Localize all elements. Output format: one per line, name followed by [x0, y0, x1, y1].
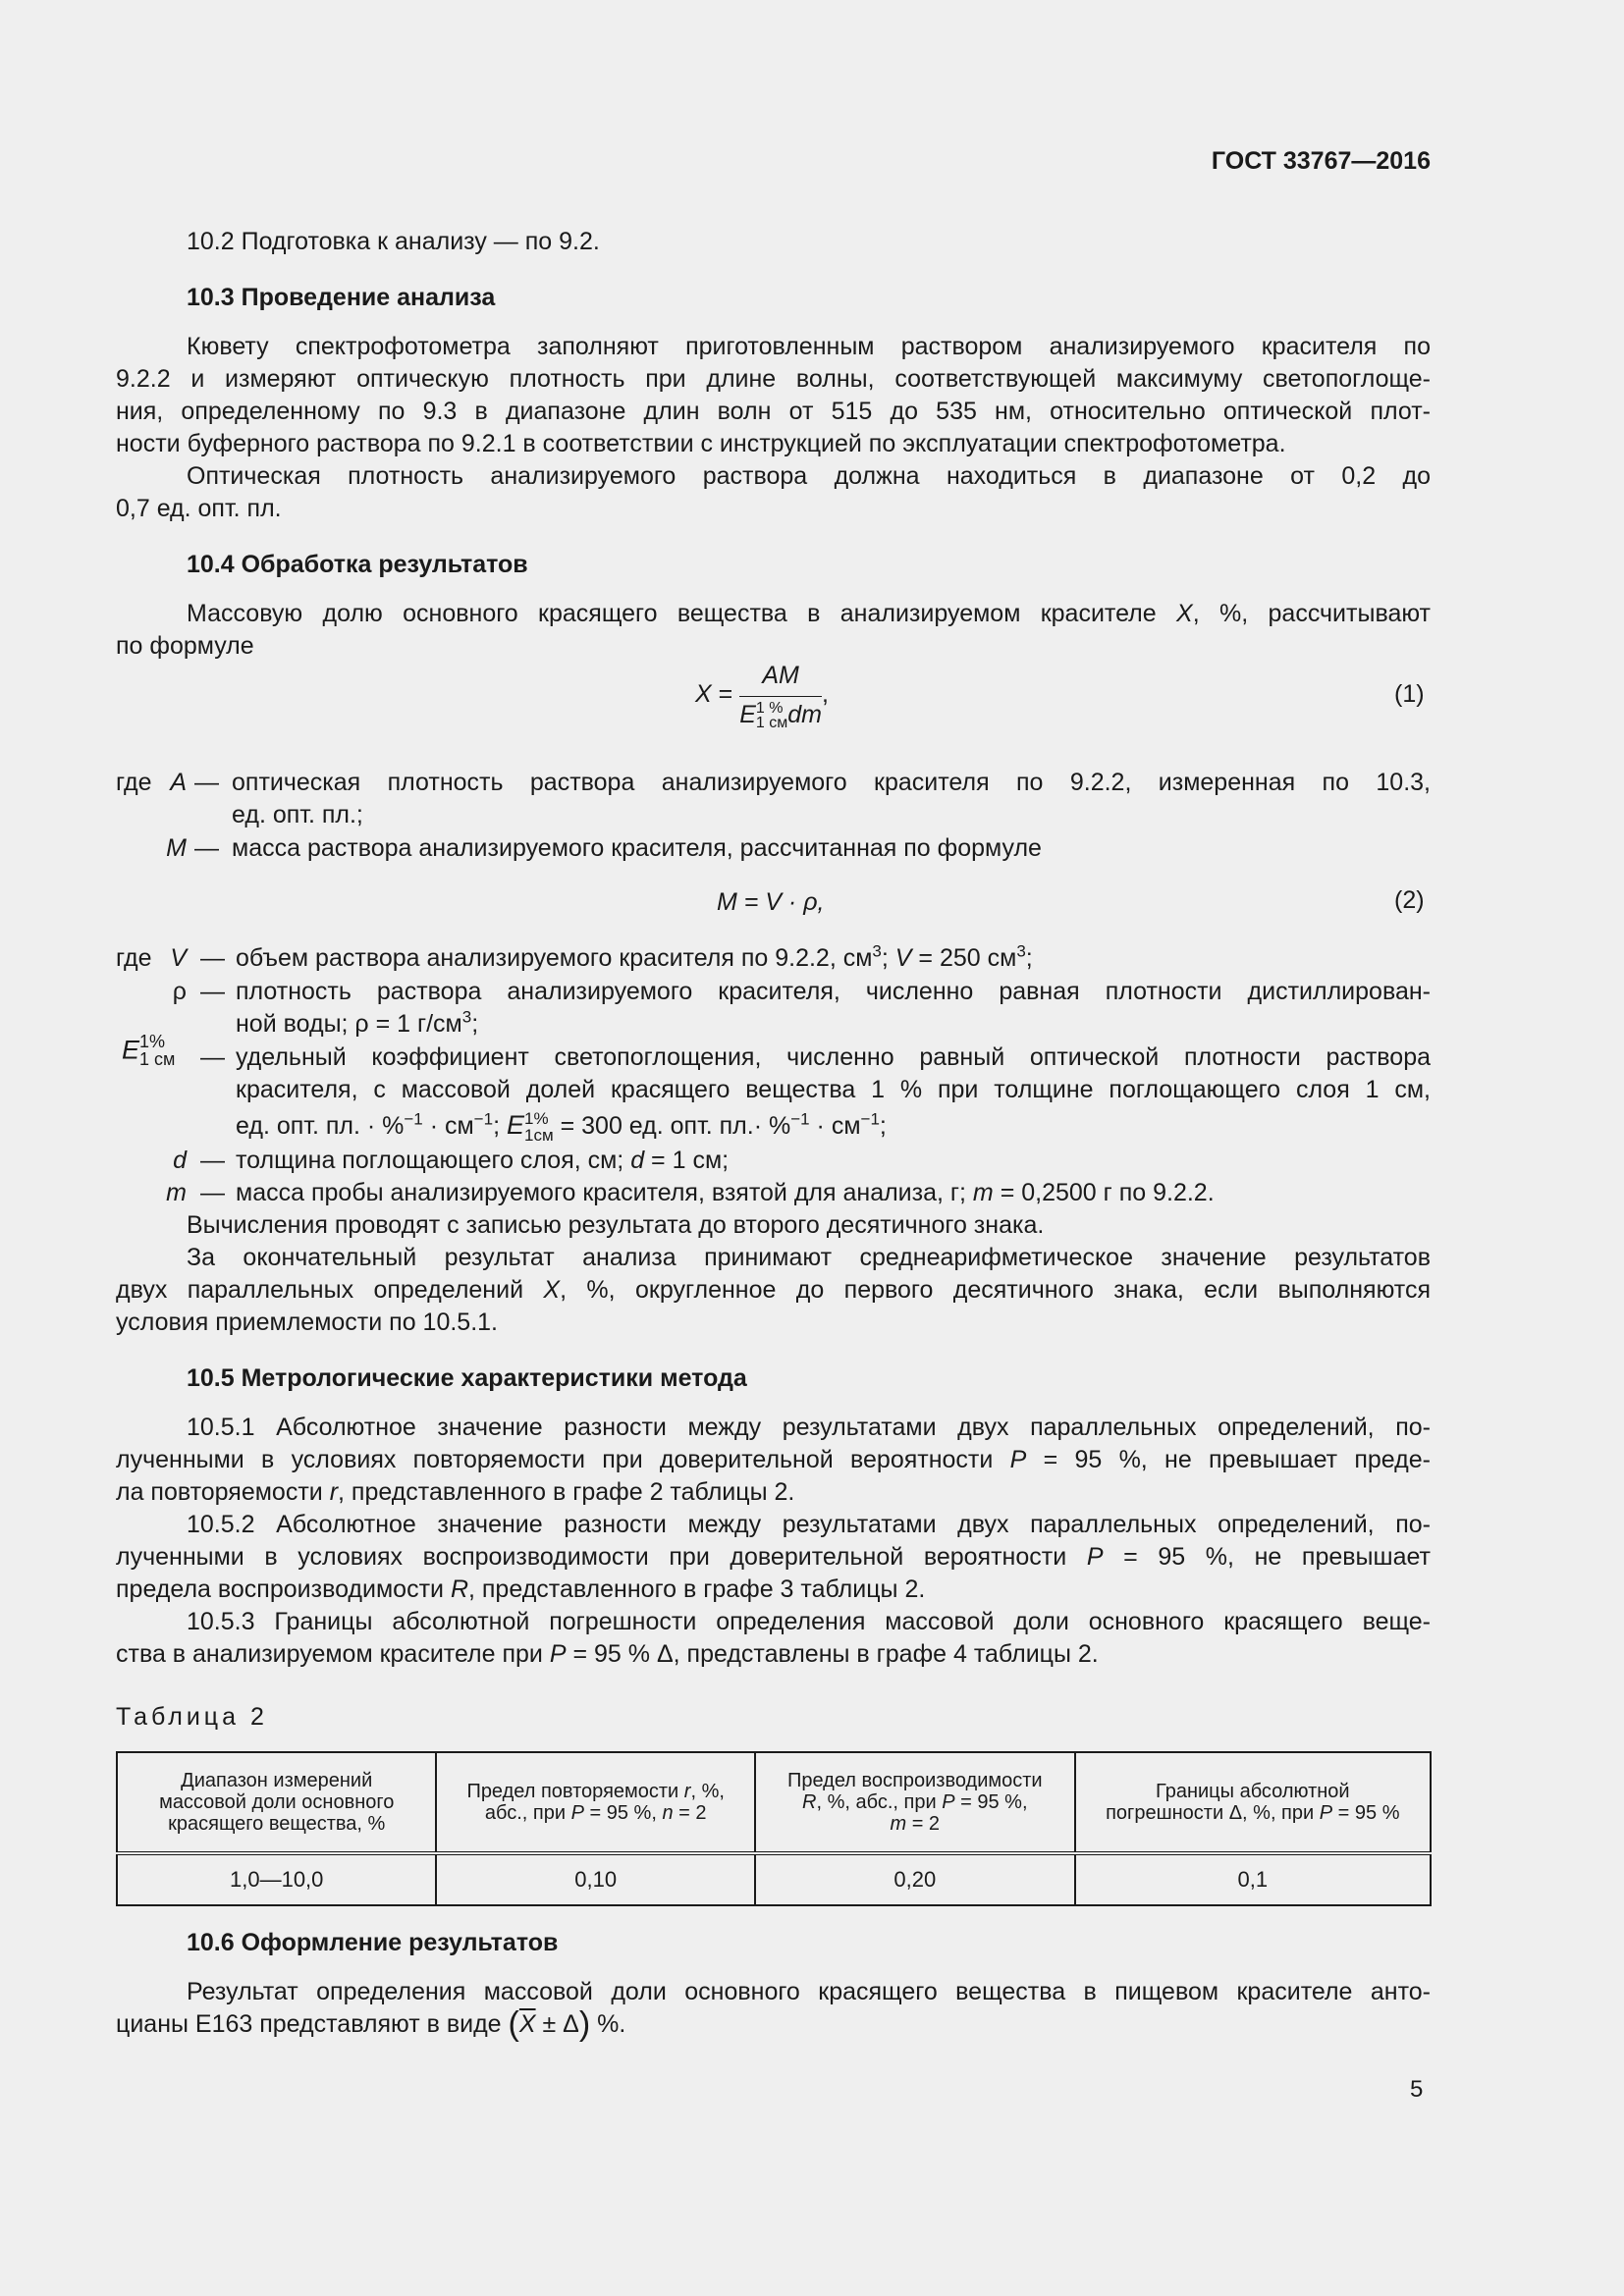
document-header: ГОСТ 33767—2016 [1211, 147, 1431, 175]
result-expression: $(\overline{X} \pm \Delta)$ [508, 2005, 591, 2043]
table-cell: 0,10 [436, 1853, 755, 1905]
table-header-cell: Границы абсолютной погрешности Δ, %, при P = 95 % [1075, 1752, 1431, 1853]
definition-dash: — [194, 834, 219, 862]
paragraph-line: Массовую долю основного красящего вещества в анализируемом красителе X, %, рассчитывают [187, 600, 1431, 627]
definition-E-cont: красителя, с массовой долей красящего вещества 1 % при толщине поглощающего слоя 1 см, [236, 1076, 1431, 1103]
section-10-3-title: 10.3 Проведение анализа [187, 284, 496, 311]
table-header-cell: Предел воспроизводимости R, %, абс., при P = 95 %, m = 2 [755, 1752, 1075, 1853]
formula-2: M = V · ρ, [717, 888, 825, 916]
equation-number-2: (2) [1394, 886, 1425, 914]
paragraph-line: 10.5.3 Границы абсолютной погрешности определения массовой доли основного красящего веще- [187, 1608, 1431, 1635]
definition-rho: плотность раствора анализируемого красителя, численно равная плотности дистиллирован- [236, 978, 1431, 1005]
paragraph-line: Оптическая плотность анализируемого раствора должна находиться в диапазоне от 0,2 до [187, 462, 1431, 490]
symbol-E: E 1% 1 см [122, 1032, 176, 1069]
where-label: где [116, 769, 152, 796]
definition-rho-cont: ной воды; ρ = 1 $г/см^3$; [236, 1007, 479, 1038]
table-2 [116, 1751, 1432, 1906]
paragraph-line: Кювету спектрофотометра заполняют приготовленным раствором анализируемого красителя по [187, 333, 1431, 360]
symbol-rho: ρ [172, 978, 187, 1005]
symbol-A: A [170, 769, 187, 796]
table-cell: 0,20 [755, 1853, 1075, 1905]
paragraph-line: лученными в условиях повторяемости при доверительной вероятности P = 95 %, не превышает преде- [116, 1446, 1431, 1473]
table-caption: Таблица 2 [116, 1703, 268, 1731]
paragraph-line: лученными в условиях воспроизводимости при доверительной вероятности P = 95 %, не превышает [116, 1543, 1431, 1571]
definition-dash: — [200, 1043, 225, 1071]
symbol-M: M [166, 834, 187, 862]
where-label: где [116, 944, 152, 972]
paragraph-line: по формуле [116, 632, 254, 660]
definition-E: удельный коэффициент светопоглощения, численно равный оптической плотности раствора [236, 1043, 1431, 1071]
section-10-5-title: 10.5 Метрологические характеристики метода [187, 1364, 747, 1392]
table-row [117, 1853, 1431, 1905]
section-10-6-title: 10.6 Оформление результатов [187, 1929, 559, 1956]
symbol-m: m [166, 1179, 187, 1206]
formula-1-fraction: AM E 1 % 1 см dm [739, 662, 822, 732]
table-header-cell: Предел повторяемости r, %, абс., при P = 95 %, n = 2 [436, 1752, 755, 1853]
definition-E-units: ед. опт. пл. · $\%^{-1} \cdot см^{-1}$; E 1% 1см = 300 ед. опт. $пл.\cdot \%^{-1} \cdot см^{-1}$; [236, 1109, 887, 1146]
table-cell: 1,0—10,0 [117, 1853, 436, 1905]
definition-m: масса пробы анализируемого красителя, взятой для анализа, г; m = 0,2500 г по 9.2.2. [236, 1179, 1215, 1206]
paragraph-line: ла повторяемости r, представленного в графе 2 таблицы 2. [116, 1478, 795, 1506]
section-10-2: 10.2 Подготовка к анализу — по 9.2. [187, 228, 600, 255]
paragraph-line: условия приемлемости по 10.5.1. [116, 1308, 499, 1336]
paragraph-line: Вычисления проводят с записью результата до второго десятичного знака. [187, 1211, 1045, 1239]
paragraph-line: 10.5.1 Абсолютное значение разности между результатами двух параллельных определений, по- [187, 1414, 1431, 1441]
definition-dash: — [200, 944, 225, 972]
paragraph-line: ства в анализируемом красителе при P = 95 % Δ, представлены в графе 4 таблицы 2. [116, 1640, 1099, 1668]
paragraph-line: 10.5.2 Абсолютное значение разности между результатами двух параллельных определений, по- [187, 1511, 1431, 1538]
definition-dash: — [194, 769, 219, 796]
paragraph-line: цианы E163 представляют в виде $(\overline{X} \pm \Delta)$ %. [116, 2005, 626, 2043]
definition-A: оптическая плотность раствора анализируемого красителя по 9.2.2, измеренная по 10.3, [232, 769, 1431, 796]
symbol-d: d [173, 1147, 187, 1174]
paragraph-line: предела воспроизводимости R, представленного в графе 3 таблицы 2. [116, 1575, 926, 1603]
definition-dash: — [200, 1179, 225, 1206]
table-header-row [117, 1752, 1431, 1853]
definition-M: масса раствора анализируемого красителя, рассчитанная по формуле [232, 834, 1042, 862]
definition-dash: — [200, 978, 225, 1005]
paragraph-line: Результат определения массовой доли основного красящего вещества в пищевом красителе анто- [187, 1978, 1431, 2005]
page-number: 5 [1410, 2076, 1424, 2103]
equation-number-1: (1) [1394, 680, 1425, 708]
definition-dash: — [200, 1147, 225, 1174]
formula-1: X = AM E 1 % 1 см dm , [695, 662, 829, 732]
symbol-V: V [170, 944, 187, 972]
paragraph-line: ния, определенному по 9.3 в диапазоне длин волн от 515 до 535 нм, относительно оптической плот- [116, 398, 1431, 425]
paragraph-line: двух параллельных определений X, %, округленное до первого десятичного знака, если выполняются [116, 1276, 1431, 1304]
table-cell: 0,1 [1075, 1853, 1431, 1905]
paragraph-line: 0,7 ед. опт. пл. [116, 495, 282, 522]
definition-A-cont: ед. опт. пл.; [232, 801, 363, 828]
table-header-cell: Диапазон измерений массовой доли основного красящего вещества, % [117, 1752, 436, 1853]
section-10-4-title: 10.4 Обработка результатов [187, 551, 528, 578]
definition-V: объем раствора анализируемого красителя по 9.2.2, $см^3$; V = 250 $см^3$; [236, 941, 1033, 972]
paragraph-line: За окончательный результат анализа принимают среднеарифметическое значение результатов [187, 1244, 1431, 1271]
paragraph-line: 9.2.2 и измеряют оптическую плотность при длине волны, соответствующей максимуму светопоглоще- [116, 365, 1431, 393]
paragraph-line: ности буферного раствора по 9.2.1 в соответствии с инструкцией по эксплуатации спектрофотометра. [116, 430, 1286, 457]
definition-d: толщина поглощающего слоя, см; d = 1 см; [236, 1147, 730, 1174]
